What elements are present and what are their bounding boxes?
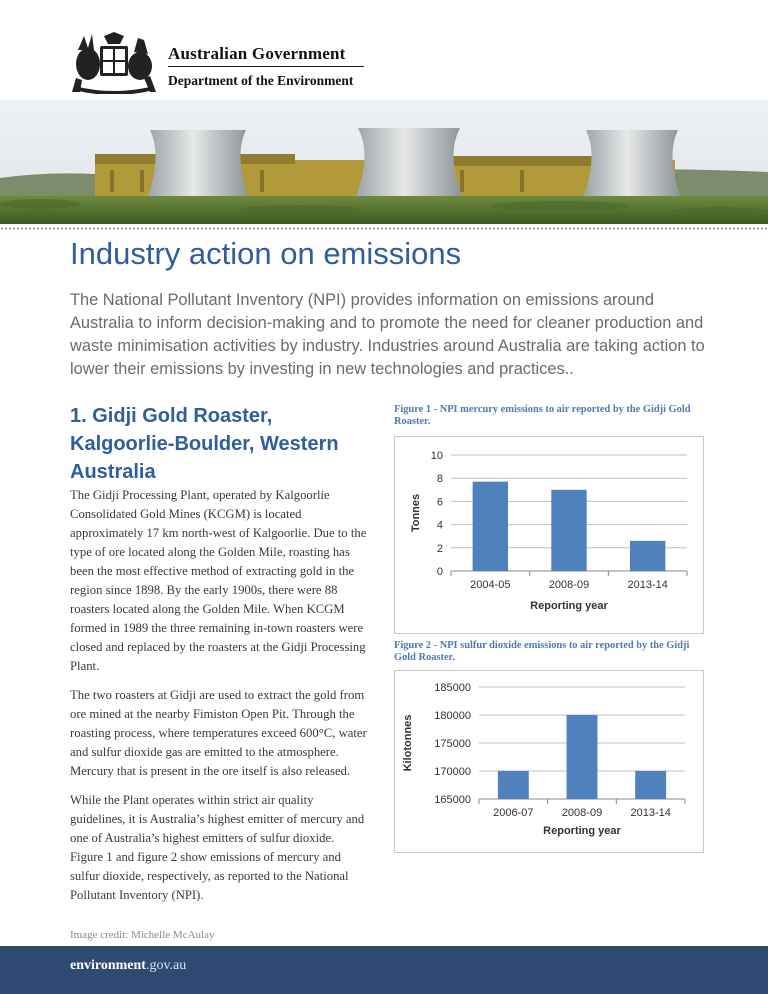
y-tick-label: 8 — [436, 473, 443, 486]
x-axis-title: Reporting year — [530, 600, 608, 612]
coat-of-arms-icon — [68, 30, 160, 94]
figure-1-caption: Figure 1 - NPI mercury emissions to air reported by the Gidji Gold Roaster. — [394, 404, 691, 427]
section-heading: 1. Gidji Gold Roaster, Kalgoorlie-Boulder, Western Australia — [70, 405, 339, 483]
footer-domain-bold: environment — [70, 958, 146, 973]
figure-2-caption: Figure 2 - NPI sulfur dioxide emissions to air reported by the Gidji Gold Roaster. — [394, 640, 690, 663]
dotted-divider — [0, 227, 768, 230]
government-title: Australian Government — [168, 44, 346, 63]
section-body — [70, 486, 370, 915]
x-tick-label: 2013-14 — [630, 807, 671, 819]
x-tick-label: 2004-05 — [470, 579, 511, 591]
body-paragraph: While the Plant operates within strict air quality guidelines, it is Australia’s highest emitter of mercury and one of Australia’s highest emitters of sulfur dioxide. Figure 1 and figure 2 show emissions of mercury and sulfur dioxide, respectively, as reported to the National Pollutant Inventory (NPI). — [70, 793, 365, 902]
bar — [567, 715, 598, 799]
y-tick-label: 2 — [436, 542, 443, 555]
footer-domain-rest: .gov.au — [145, 958, 187, 973]
bar — [630, 541, 665, 571]
y-tick-label: 10 — [430, 450, 443, 462]
sulfur-dioxide-chart-svg — [395, 671, 703, 852]
y-axis-title: Kilotonnes — [402, 714, 414, 772]
x-axis-title: Reporting year — [543, 825, 621, 837]
mercury-chart-svg — [395, 437, 703, 633]
y-tick-label: 175000 — [434, 738, 471, 750]
cooling-towers-photo — [0, 100, 768, 224]
page-title: Industry action on emissions — [70, 236, 462, 271]
y-tick-label: 170000 — [434, 766, 471, 778]
body-paragraph: The Gidji Processing Plant, operated by Kalgoorlie Consolidated Gold Mines (KCGM) is located approximately 17 km north-west of Kalgoorlie. Due to the type of ore located along the Golden Mile, roasting has been the most effective method of extracting gold in the region since 1898. By the early 1900s, there were 88 roasters located along the Golden Mile. When KCGM formed in 1989 the three remaining in-town roasters were closed and replaced by the roasters at the Gidji Processing Plant. — [70, 488, 367, 673]
image-credit: Image credit: Michelle McAulay — [70, 929, 215, 941]
header-divider — [168, 66, 364, 67]
bar — [551, 490, 586, 571]
y-tick-label: 180000 — [434, 710, 471, 722]
intro-paragraph: The National Pollutant Inventory (NPI) provides information on emissions around Australia to inform decision-making and to promote the need for cleaner production and waste minimisation activities by industry. Industries around Australia are taking action to lower their emissions by investing in new technologies and practices.. — [70, 291, 705, 378]
y-tick-label: 6 — [436, 496, 443, 509]
bar — [498, 771, 529, 799]
figure-1-chart — [394, 436, 704, 634]
page-footer — [0, 946, 768, 994]
x-tick-label: 2008-09 — [548, 579, 590, 591]
x-tick-label: 2006-07 — [493, 807, 534, 819]
footer-website — [70, 958, 186, 974]
y-tick-label: 0 — [436, 566, 443, 578]
figure-2-chart — [394, 670, 704, 853]
y-tick-label: 165000 — [434, 794, 471, 806]
x-tick-label: 2008-09 — [561, 807, 603, 819]
y-tick-label: 4 — [436, 519, 443, 532]
bar — [635, 771, 666, 799]
y-tick-label: 185000 — [434, 682, 471, 694]
x-tick-label: 2013-14 — [627, 579, 668, 591]
body-paragraph: The two roasters at Gidji are used to extract the gold from ore mined at the nearby Fimiston Open Pit. Through the roasting process, where temperatures exceed 600°C, water and sulfur dioxide gas are emitted to the atmosphere. Mercury that is present in the ore itself is also released. — [70, 688, 367, 778]
y-axis-title: Tonnes — [410, 493, 422, 533]
bar — [473, 482, 508, 571]
department-name: Department of the Environment — [168, 73, 354, 88]
